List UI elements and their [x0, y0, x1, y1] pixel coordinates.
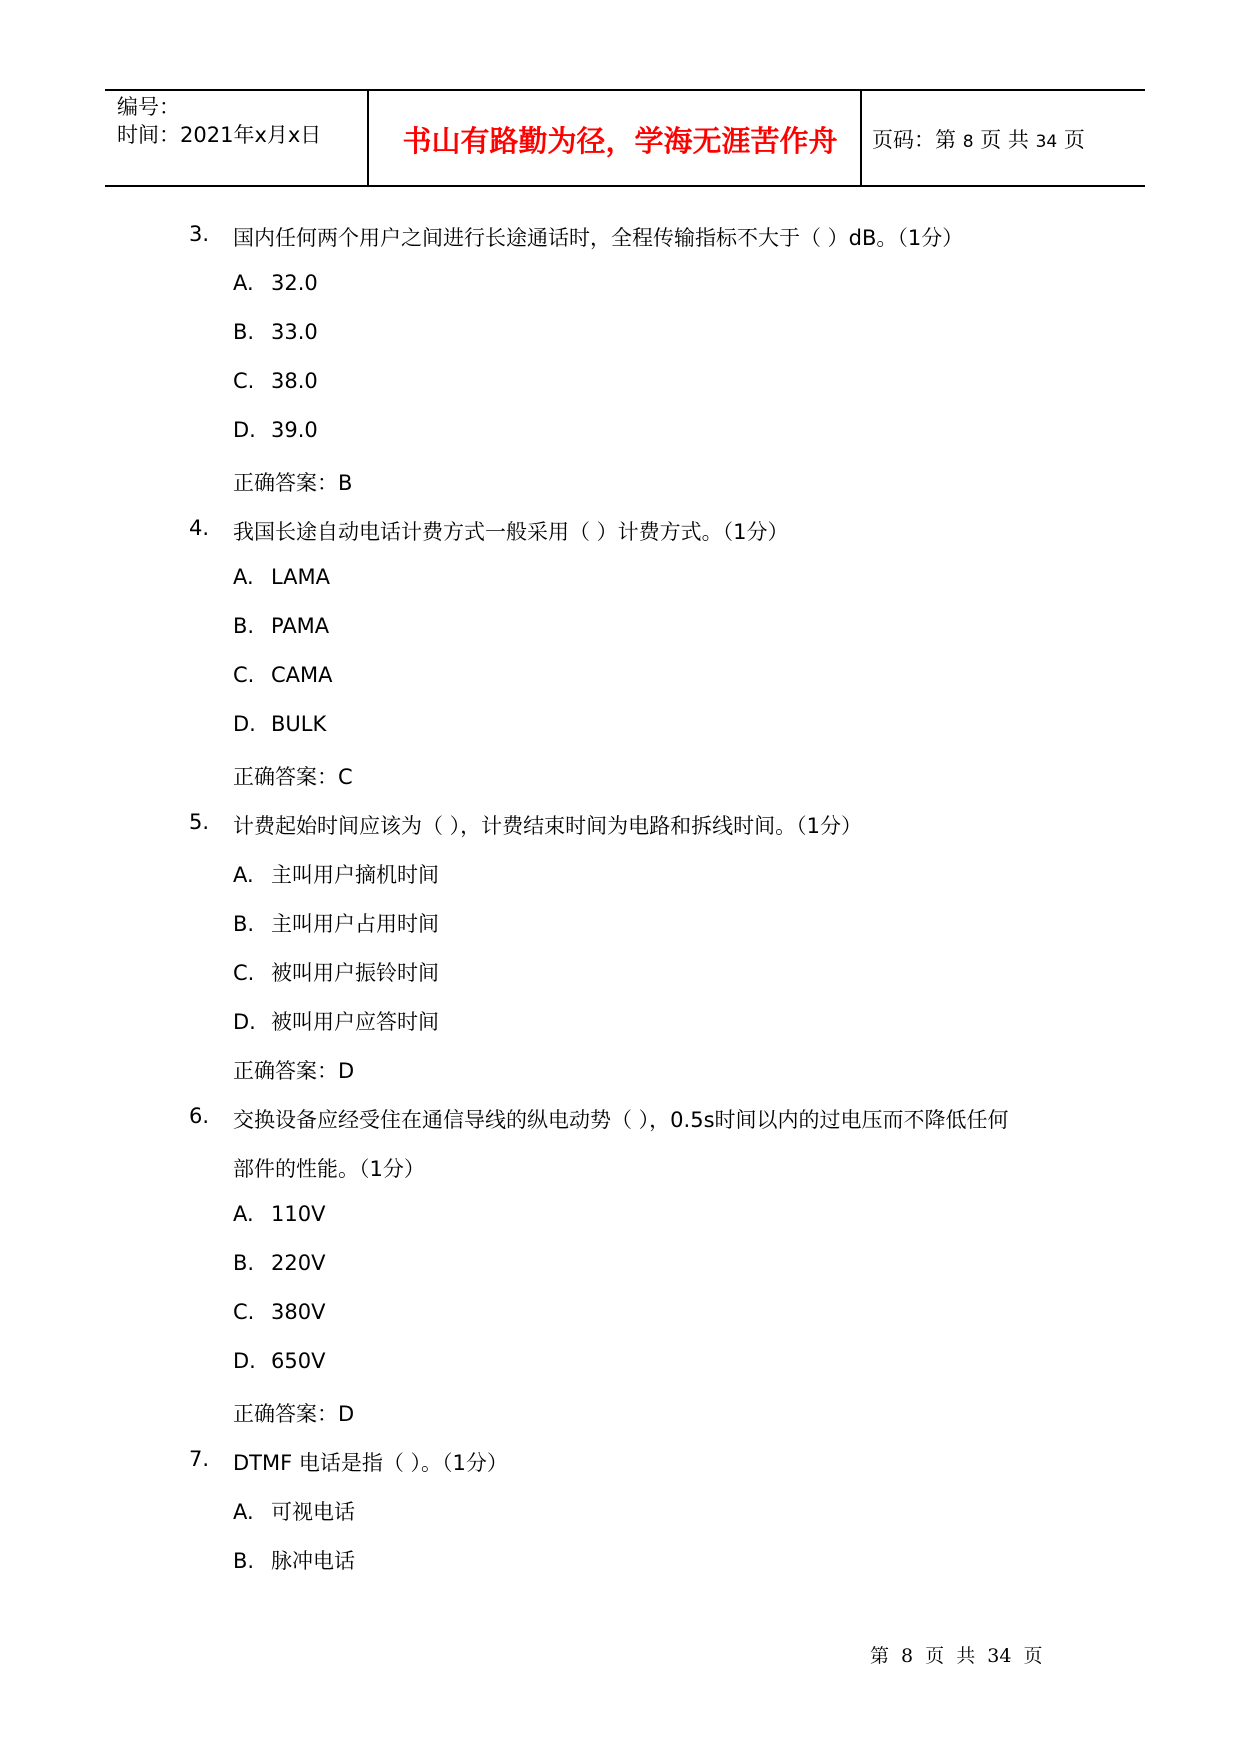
- page-total: 34: [1035, 132, 1058, 152]
- option: [233, 565, 330, 589]
- option-letter: D.: [233, 418, 256, 442]
- option-text: CAMA: [271, 663, 333, 687]
- option-letter: B.: [233, 1251, 255, 1275]
- option-text: BULK: [271, 712, 327, 736]
- option-letter: B.: [233, 912, 255, 936]
- option: [233, 614, 329, 638]
- option-text: 33.0: [271, 320, 318, 344]
- option-text: 380V: [271, 1300, 326, 1324]
- option-letter: A.: [233, 271, 254, 295]
- option-text: 主叫用户摘机时间: [271, 863, 439, 887]
- correct-answer: 正确答案：D: [233, 1059, 355, 1083]
- correct-answer: 正确答案：B: [233, 471, 353, 495]
- page-header: [105, 89, 1145, 187]
- option-letter: C.: [233, 961, 255, 985]
- option-letter: D.: [233, 712, 256, 736]
- correct-answer: 正确答案：C: [233, 765, 353, 789]
- time-label: 时间：2021年x月x日: [117, 123, 322, 147]
- option-text: LAMA: [271, 565, 331, 589]
- question-number: 6.: [189, 1104, 210, 1128]
- question-number: 4.: [189, 516, 210, 540]
- page-footer: 第 8 页 共 34 页: [870, 1645, 1043, 1667]
- option-text: 650V: [271, 1349, 326, 1373]
- option-text: PAMA: [271, 614, 330, 638]
- option-text: 39.0: [271, 418, 318, 442]
- page-info-prefix: 页码：第: [872, 128, 956, 152]
- option-letter: B.: [233, 614, 255, 638]
- option-letter: A.: [233, 1202, 254, 1226]
- option: [233, 908, 439, 938]
- option-text: 主叫用户占用时间: [271, 912, 439, 936]
- option-letter: A.: [233, 863, 254, 887]
- option: [233, 1496, 355, 1526]
- page-current: 8: [962, 132, 974, 152]
- question-stem: 交换设备应经受住在通信导线的纵电动势（ ），0.5s时间以内的过电压而不降低任何: [233, 1108, 1009, 1132]
- option-text: 38.0: [271, 369, 318, 393]
- option: [233, 1006, 439, 1036]
- option-text: 可视电话: [271, 1500, 355, 1524]
- header-divider: [860, 91, 862, 185]
- serial-label: 编号：: [117, 95, 180, 119]
- option: [233, 712, 326, 736]
- option-text: 被叫用户振铃时间: [271, 961, 439, 985]
- question-number: 7.: [189, 1447, 210, 1471]
- option-text: 脉冲电话: [271, 1549, 355, 1573]
- option: [233, 859, 439, 889]
- option: [233, 1300, 325, 1324]
- question-number: 5.: [189, 810, 210, 834]
- option: [233, 1251, 325, 1275]
- page-info-suffix: 页: [1063, 128, 1085, 152]
- option: [233, 1545, 355, 1575]
- option: [233, 1202, 325, 1226]
- option-letter: A.: [233, 1500, 254, 1524]
- option-letter: C.: [233, 663, 255, 687]
- question-stem-continued: 部件的性能。（1分）: [233, 1157, 425, 1181]
- option: [233, 957, 439, 987]
- option: [233, 1349, 325, 1373]
- option-letter: B.: [233, 320, 255, 344]
- option-letter: D.: [233, 1010, 256, 1034]
- option: [233, 320, 318, 344]
- page-info-mid: 页 共: [980, 128, 1029, 152]
- header-motto: 书山有路勤为径，学海无涯苦作舟: [402, 124, 838, 158]
- question-stem: 计费起始时间应该为（ ），计费结束时间为电路和拆线时间。（1分）: [233, 814, 863, 838]
- option-letter: C.: [233, 1300, 255, 1324]
- question-number: 3.: [189, 222, 210, 246]
- option: [233, 663, 333, 687]
- option-text: 220V: [271, 1251, 326, 1275]
- option-text: 被叫用户应答时间: [271, 1010, 439, 1034]
- header-page-info: [872, 124, 1085, 154]
- option-text: 32.0: [271, 271, 318, 295]
- option-letter: D.: [233, 1349, 256, 1373]
- header-meta: [117, 93, 321, 149]
- question-stem: 国内任何两个用户之间进行长途通话时，全程传输指标不大于（ ）dB。（1分）: [233, 226, 964, 250]
- option-text: 110V: [271, 1202, 326, 1226]
- question-stem: 我国长途自动电话计费方式一般采用（ ）计费方式。（1分）: [233, 520, 789, 544]
- question-stem: DTMF 电话是指（ ）。（1分）: [233, 1451, 508, 1475]
- option: [233, 369, 318, 393]
- option-letter: C.: [233, 369, 255, 393]
- option: [233, 418, 318, 442]
- option: [233, 271, 318, 295]
- option-letter: B.: [233, 1549, 255, 1573]
- option-letter: A.: [233, 565, 254, 589]
- correct-answer: 正确答案：D: [233, 1402, 355, 1426]
